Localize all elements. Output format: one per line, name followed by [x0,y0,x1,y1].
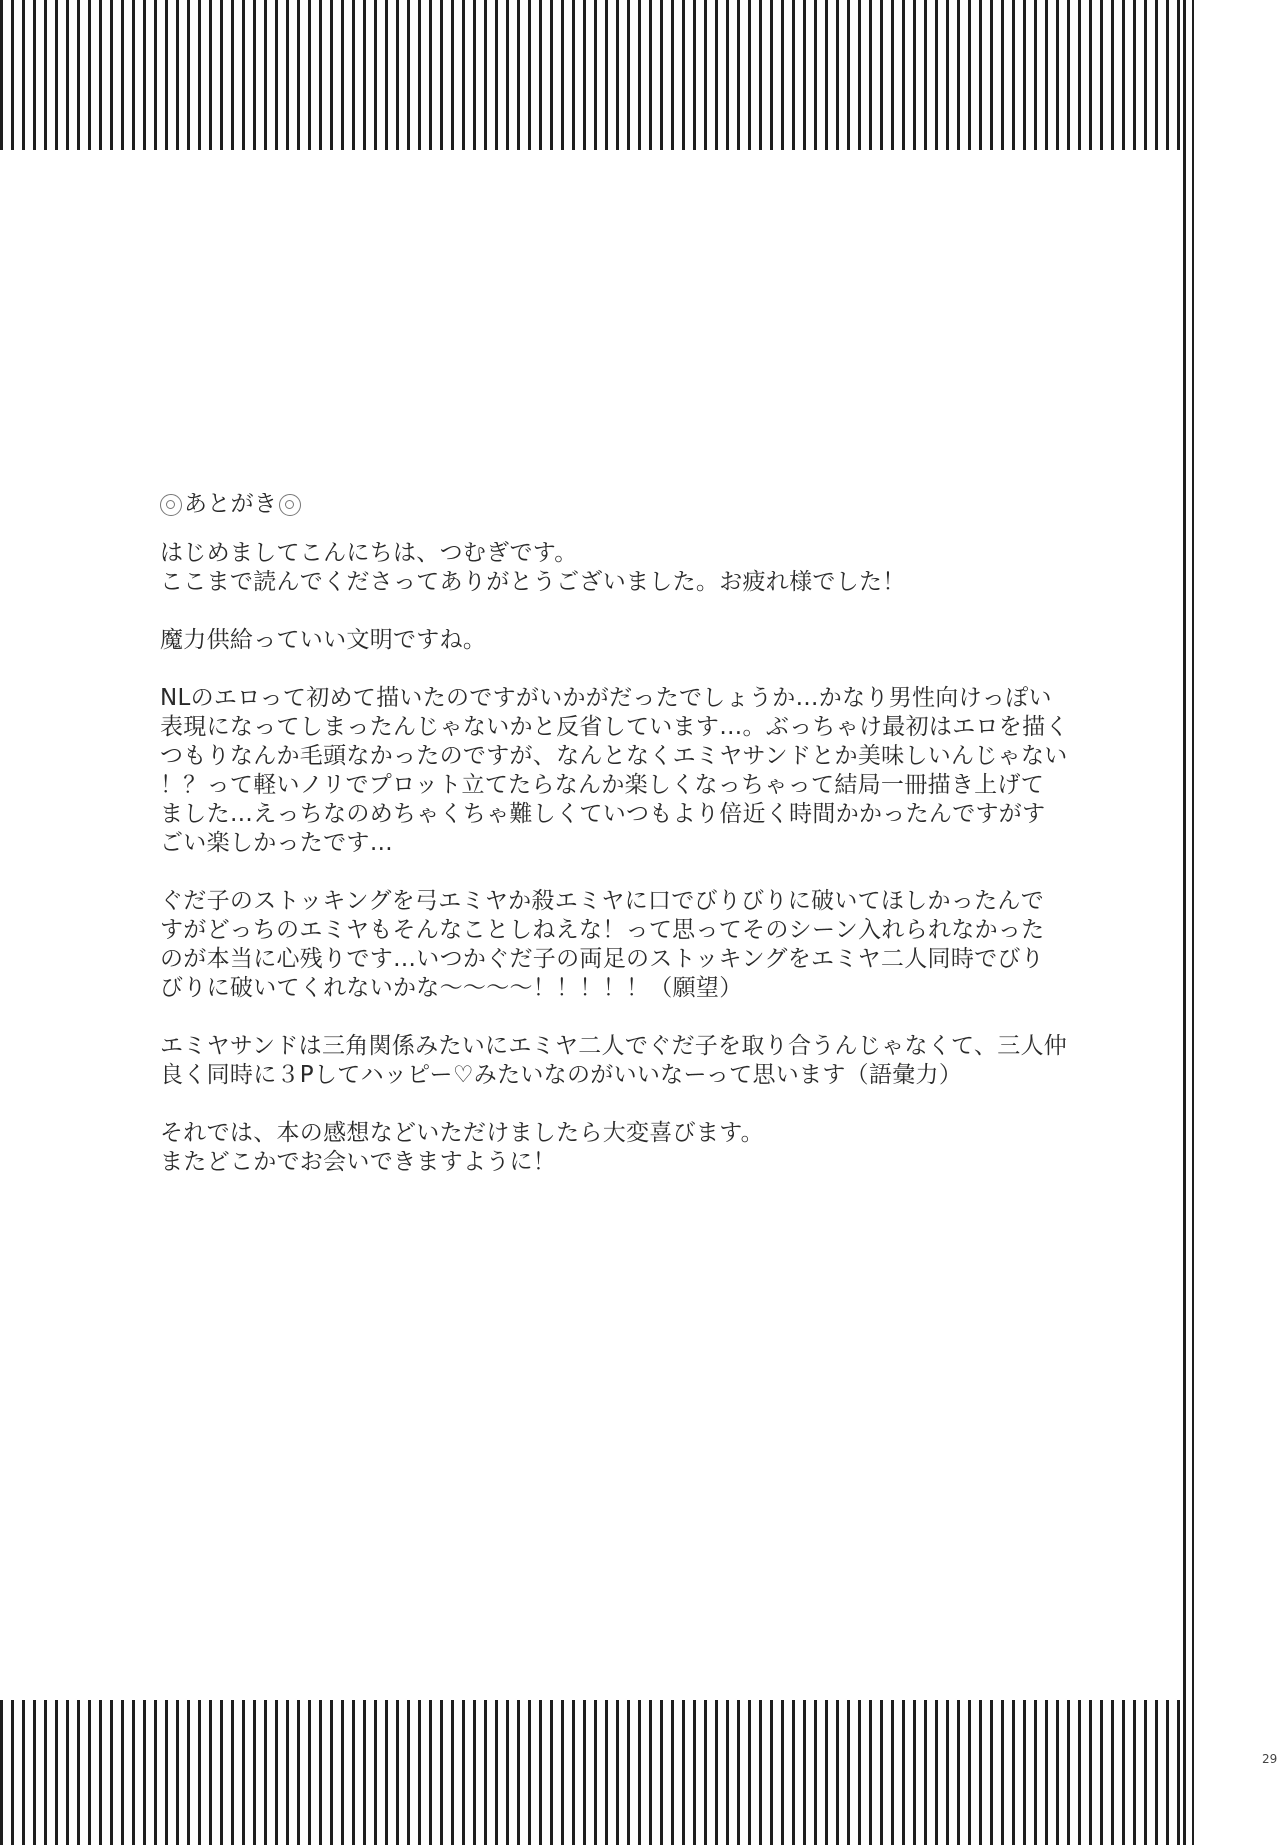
right-frame-line-thin [1192,0,1194,1845]
text-line: 良く同時に３Pしてハッピー♡みたいなのがいいなーって思います（語彙力） [160,1062,963,1088]
page-body [0,150,1180,1700]
text-line: のが本当に心残りです…いつかぐだ子の両足のストッキングをエミヤ二人同時でびり [160,946,1045,972]
paragraph [160,539,1060,597]
text-line: 表現になってしまったんじゃないかと反省しています…。ぶっちゃけ最初はエロを描く [160,714,1069,740]
top-stripe-border [0,0,1180,150]
afterword-text [160,490,1069,1206]
flower-icon [160,494,182,516]
text-line: ！？って軽いノリでプロット立てたらなんか楽しくなっちゃって結局一冊描き上げて [160,772,1045,798]
text-line: ぐだ子のストッキングを弓エミヤか殺エミヤに口でびりびりに破いてほしかったんで [160,888,1045,914]
heading-label: あとがき [184,491,278,517]
afterword-heading [160,490,1060,519]
flower-icon [279,494,301,516]
text-line: ここまで読んでくださってありがとうございました。お疲れ様でした！ [160,569,906,595]
text-line: エミヤサンドは三角関係みたいにエミヤ二人でぐだ子を取り合うんじゃなくて、三人仲 [160,1033,1068,1059]
text-line: またどこかでお会いできますように！ [160,1149,557,1175]
paragraph [160,1119,1060,1177]
text-line: ごい楽しかったです… [160,830,393,856]
text-line: つもりなんか毛頭なかったのですが、なんとなくエミヤサンドとか美味しいんじゃない [160,743,1068,769]
paragraph [160,1032,1068,1090]
bottom-stripe-border [0,1700,1180,1845]
page-number: 29 [1262,1752,1278,1766]
text-line: びりに破いてくれないかな〜〜〜〜！！！！！（願望） [160,975,743,1001]
text-line: 魔力供給っていい文明ですね。 [160,627,487,653]
text-line: はじめましてこんにちは、つむぎです。 [160,540,578,566]
text-line: すがどっちのエミヤもそんなことしねえな！って思ってそのシーン入れられなかった [160,917,1045,943]
text-line: それでは、本の感想などいただけましたら大変喜びます。 [160,1120,764,1146]
text-line: ました…えっちなのめちゃくちゃ難しくていつもより倍近く時間かかったんですがす [160,801,1046,827]
paragraph [160,684,1069,858]
text-line: NLのエロって初めて描いたのですがいかがだったでしょうか…かなり男性向けっぽい [160,685,1052,711]
paragraph [160,626,1060,655]
right-frame-line [1183,0,1186,1845]
paragraph [160,887,1060,1003]
